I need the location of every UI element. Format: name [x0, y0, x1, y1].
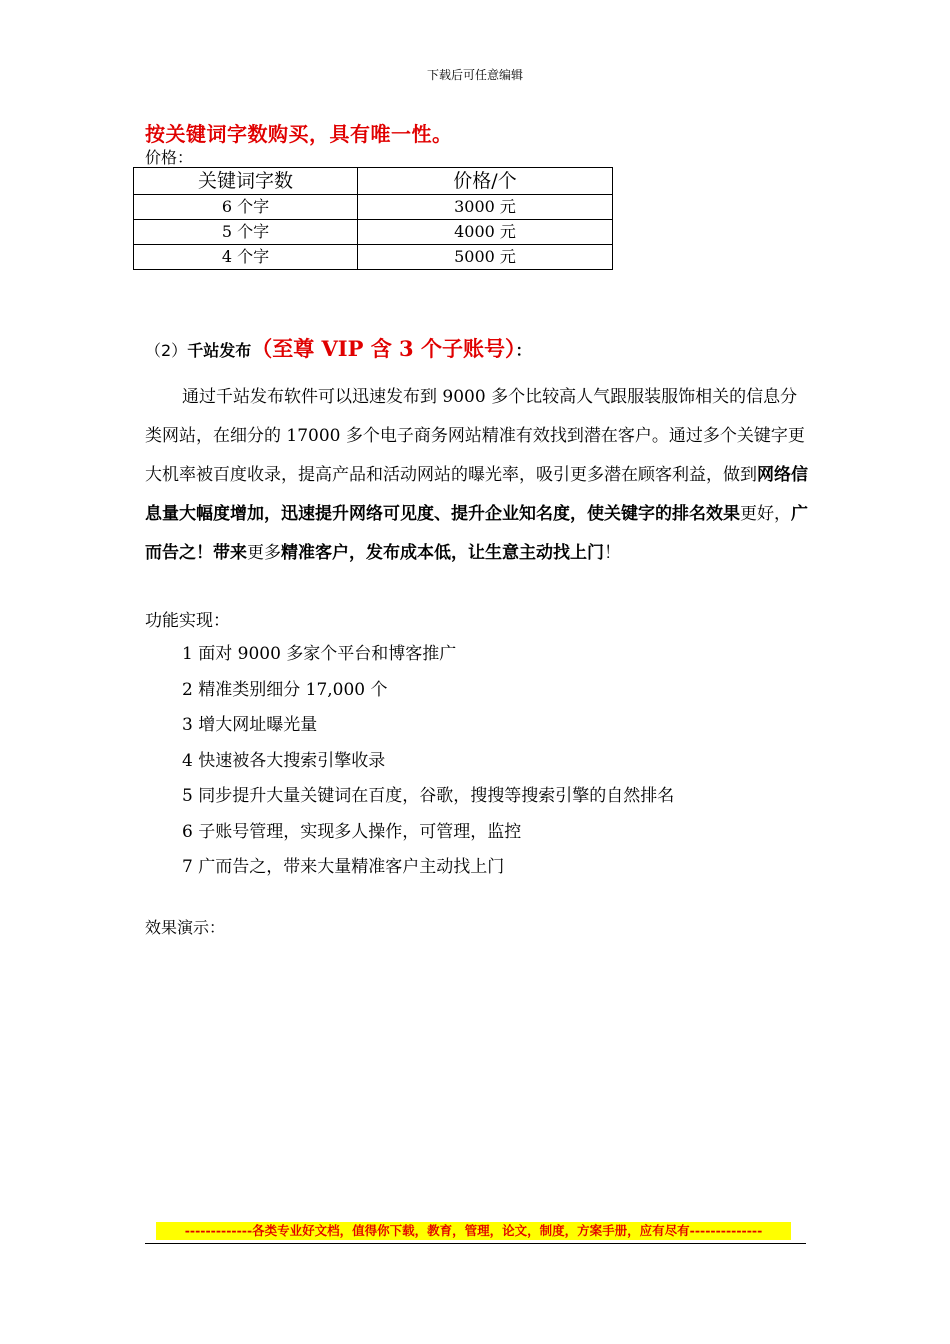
features-label: 功能实现：: [145, 611, 230, 631]
table-cell: 5000 元: [358, 245, 613, 270]
list-item: 3 增大网址曝光量: [182, 715, 318, 735]
table-row: [134, 220, 613, 245]
table-cell: 4000 元: [358, 220, 613, 245]
section-name: 千站发布: [187, 341, 252, 360]
price-label: 价格：: [145, 148, 194, 167]
description-paragraph: [145, 378, 810, 573]
table-header-cell: 价格/个: [358, 168, 613, 195]
section-suffix: ：: [515, 341, 532, 360]
table-header-row: [134, 168, 613, 195]
features-list: [182, 640, 674, 889]
table-header-cell: 关键词字数: [134, 168, 358, 195]
table-cell: 3000 元: [358, 195, 613, 220]
list-item: 5 同步提升大量关键词在百度，谷歌，搜搜等搜索引擎的自然排名: [182, 786, 675, 806]
footer-divider: [145, 1243, 806, 1244]
demo-label: 效果演示：: [145, 918, 226, 937]
paragraph-bold-text: 网络信息量大幅度增加，迅速提升网络可见度、提升企业知名度，使关键字的排名效果: [145, 465, 808, 524]
paragraph-bold-text: 精准客户，发布成本低，让生意主动找上门: [281, 543, 604, 563]
section-number: （2）: [145, 341, 188, 360]
table-cell: 5 个字: [134, 220, 358, 245]
table-row: [134, 195, 613, 220]
list-item: 1 面对 9000 多家个平台和博客推广: [182, 644, 457, 664]
list-item: 4 快速被各大搜索引擎收录: [182, 750, 386, 771]
footer-banner: -------------各类专业好文档，值得你下载，教育，管理，论文，制度，方案手册，应有尽有--------------: [156, 1222, 791, 1240]
table-cell: 4 个字: [134, 245, 358, 270]
section-title: [145, 333, 531, 363]
list-item: 2 精准类别细分 17,000 个: [182, 679, 388, 700]
paragraph-bold-text: 广而告之！带来: [145, 504, 808, 563]
paragraph-text: 更好，: [740, 504, 791, 524]
purchase-heading: 按关键词字数购买，具有唯一性。: [145, 122, 453, 146]
list-item: 7 广而告之，带来大量精准客户主动找上门: [182, 857, 505, 877]
paragraph-text: ！: [604, 543, 621, 563]
paragraph-text: 通过千站发布软件可以迅速发布到 9000 多个比较高人气跟服装服饰相关的信息分类网站，在细分的 17000 多个电子商务网站精准有效找到潜在客户。通过多个关键字更大机率被百度收录，提高产品和活动网站的曝光率，吸引更多潜在顾客利益，做到: [145, 387, 805, 485]
table-cell: 6 个字: [134, 195, 358, 220]
price-table: [133, 167, 613, 270]
paragraph-text: 更多: [247, 543, 281, 563]
page-header: 下载后可任意编辑: [426, 68, 523, 82]
table-row: [134, 245, 613, 270]
section-highlight: （至尊 VIP 含 3 个子账号）: [251, 336, 516, 361]
list-item: 6 子账号管理，实现多人操作，可管理，监控: [182, 821, 522, 842]
